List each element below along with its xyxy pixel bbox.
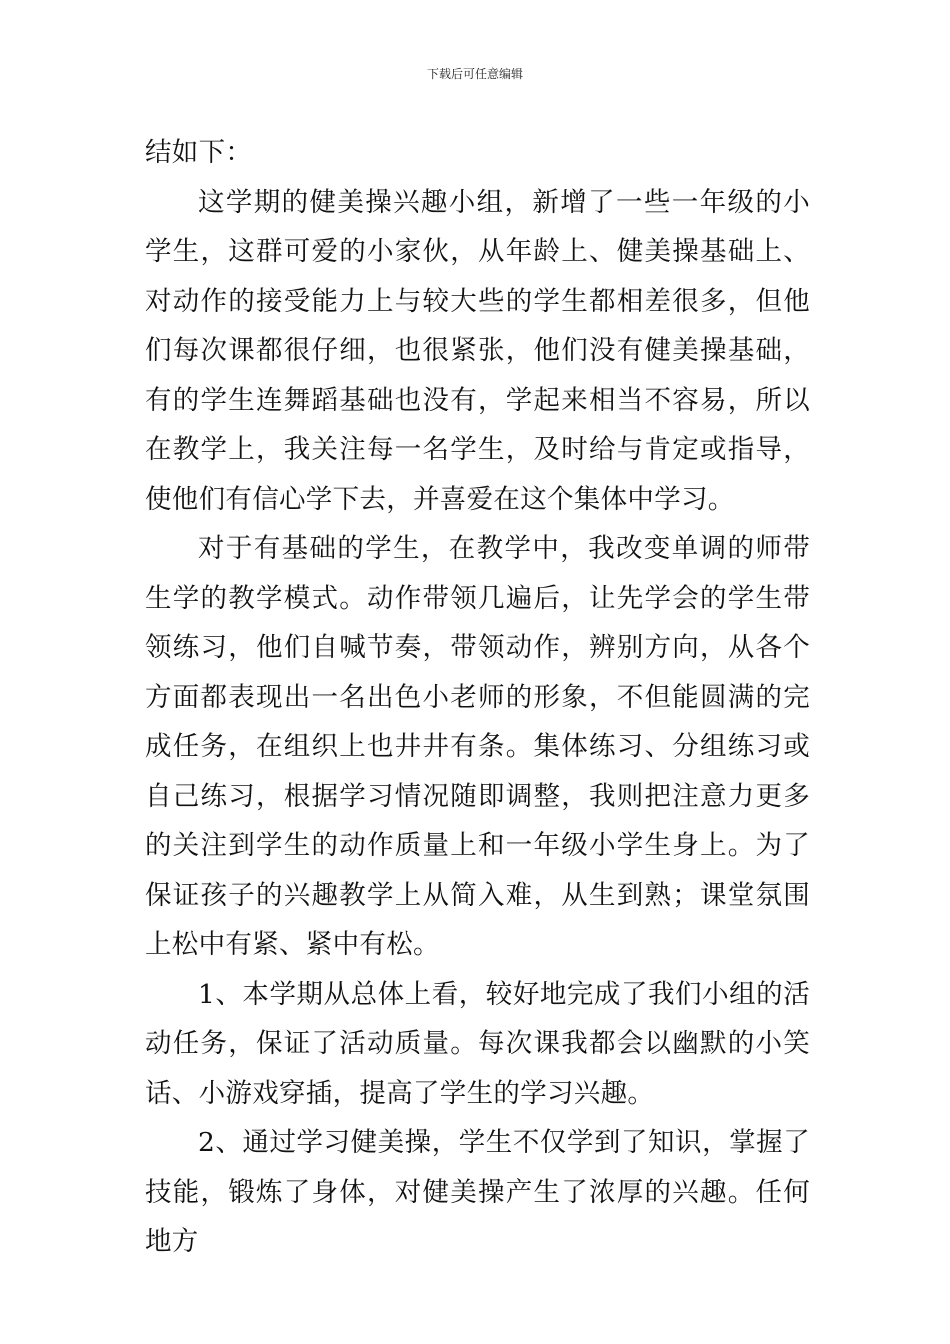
paragraph-point-1: 1、本学期从总体上看，较好地完成了我们小组的活动任务，保证了活动质量。每次课我都会以幽默的小笑话、小游戏穿插，提高了学生的学习兴趣。: [145, 978, 810, 1109]
paragraph-point-2: 2、通过学习健美操，学生不仅学到了知识，掌握了技能，锻炼了身体，对健美操产生了浓厚的兴趣。任何地方: [145, 1127, 810, 1257]
document-body: [145, 128, 810, 1267]
paragraph-new-students: 这学期的健美操兴趣小组，新增了一些一年级的小学生，这群可爱的小家伙，从年龄上、健美操基础上、对动作的接受能力上与较大些的学生都相差很多，但他们每次课都很仔细，也很紧张，他们没有健美操基础，有的学生连舞蹈基础也没有，学起来相当不容易，所以在教学上，我关注每一名学生，及时给与肯定或指导，使他们有信心学下去，并喜爱在这个集体中学习。: [145, 186, 810, 515]
paragraph-teaching-mode: 对于有基础的学生，在教学中，我改变单调的师带生学的教学模式。动作带领几遍后，让先学会的学生带领练习，他们自喊节奏，带领动作，辨别方向，从各个方面都表现出一名出色小老师的形象，不但能圆满的完成任务，在组织上也井井有条。集体练习、分组练习或自己练习，根据学习情况随即调整，我则把注意力更多的关注到学生的动作质量上和一年级小学生身上。为了保证孩子的兴趣教学上从简入难，从生到熟；课堂氛围上松中有紧、紧中有松。: [145, 533, 810, 960]
paragraph-continuation: 结如下：: [145, 137, 253, 168]
page-header: 下载后可任意编辑: [426, 67, 523, 81]
